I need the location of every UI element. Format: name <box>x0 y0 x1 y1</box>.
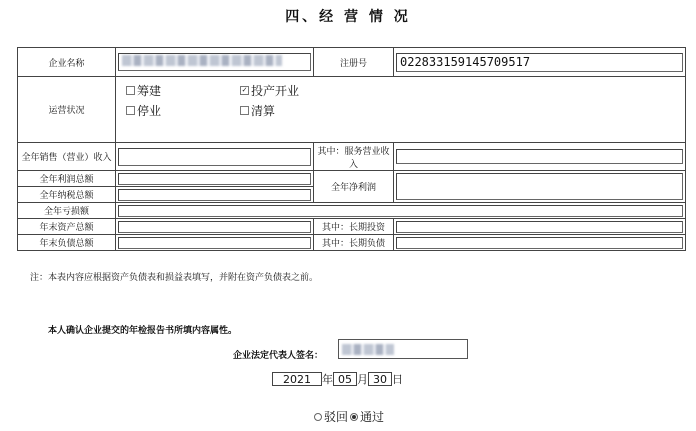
status-label: 运营状况 <box>18 77 116 143</box>
long-term-invest-label: 其中：长期投资 <box>314 219 394 235</box>
section-title: 四、经 营 情 况 <box>285 9 411 25</box>
sales-cell <box>116 143 314 171</box>
form-note: 注：本表内容应根据资产负债表和损益表填写，并附在资产负债表之前。 <box>30 273 319 283</box>
long-term-liab-input[interactable] <box>396 237 683 249</box>
reg-no-label: 注册号 <box>314 48 394 77</box>
checkbox-preparing[interactable] <box>126 86 135 95</box>
total-tax-cell <box>116 187 314 203</box>
total-profit-label: 全年利润总额 <box>18 171 116 187</box>
radio-approve[interactable] <box>350 413 358 421</box>
total-liab-input[interactable] <box>118 237 311 249</box>
company-name-input[interactable] <box>118 53 311 71</box>
year-input[interactable]: 2021 <box>272 372 322 386</box>
operations-form-table <box>17 47 686 251</box>
radio-reject[interactable] <box>314 413 322 421</box>
checkbox-operating[interactable]: ✓ <box>241 86 248 94</box>
long-term-invest-input[interactable] <box>396 221 683 233</box>
reg-no-input[interactable]: 022833159145709517 <box>396 53 683 72</box>
status-option-liquidation[interactable]: 清算 <box>240 102 275 119</box>
status-options-cell <box>116 77 686 143</box>
month-unit: 月 <box>357 373 368 386</box>
confirmation-text: 本人确认企业提交的年检报告书所填内容属性。 <box>48 326 238 336</box>
total-assets-label: 年末资产总额 <box>18 219 116 235</box>
redacted-company-name <box>122 55 282 66</box>
signature-input[interactable] <box>338 339 468 359</box>
redacted-signature <box>342 344 394 355</box>
decision-radio-group <box>314 408 384 425</box>
day-unit: 日 <box>392 373 403 386</box>
radio-approve-label[interactable]: 通过 <box>360 410 385 424</box>
checkbox-liquidation[interactable] <box>240 106 249 115</box>
sales-label: 全年销售（营业）收入 <box>18 143 116 171</box>
status-option-suspended[interactable]: 停业 <box>126 102 161 119</box>
day-input[interactable]: 30 <box>368 372 392 386</box>
long-term-liab-cell <box>394 235 686 251</box>
long-term-liab-label: 其中：长期负债 <box>314 235 394 251</box>
service-income-label: 其中：服务营业收入 <box>314 143 394 171</box>
status-option-preparing[interactable]: 筹建 <box>126 82 161 99</box>
service-income-input[interactable] <box>396 149 683 164</box>
total-tax-input[interactable] <box>118 189 311 201</box>
total-liab-label: 年末负债总额 <box>18 235 116 251</box>
status-option-operating[interactable]: ✓ 投产开业 <box>241 84 300 98</box>
radio-reject-label[interactable]: 驳回 <box>324 410 349 424</box>
net-profit-input[interactable] <box>396 173 683 200</box>
checkbox-suspended[interactable] <box>126 106 135 115</box>
total-assets-cell <box>116 219 314 235</box>
year-unit: 年 <box>322 373 333 386</box>
net-profit-cell <box>394 171 686 203</box>
total-loss-cell <box>116 203 686 219</box>
total-profit-cell <box>116 171 314 187</box>
net-profit-label: 全年净利润 <box>314 171 394 203</box>
total-loss-label: 全年亏损额 <box>18 203 116 219</box>
total-tax-label: 全年纳税总额 <box>18 187 116 203</box>
total-loss-input[interactable] <box>118 205 683 217</box>
long-term-invest-cell <box>394 219 686 235</box>
month-input[interactable]: 05 <box>333 372 357 386</box>
total-liab-cell <box>116 235 314 251</box>
sales-input[interactable] <box>118 148 311 166</box>
service-income-cell <box>394 143 686 171</box>
company-name-cell <box>116 48 314 77</box>
date-row <box>272 371 403 387</box>
reg-no-cell <box>394 48 686 77</box>
company-name-label: 企业名称 <box>18 48 116 77</box>
total-assets-input[interactable] <box>118 221 311 233</box>
signature-label: 企业法定代表人签名： <box>233 351 324 361</box>
total-profit-input[interactable] <box>118 173 311 185</box>
